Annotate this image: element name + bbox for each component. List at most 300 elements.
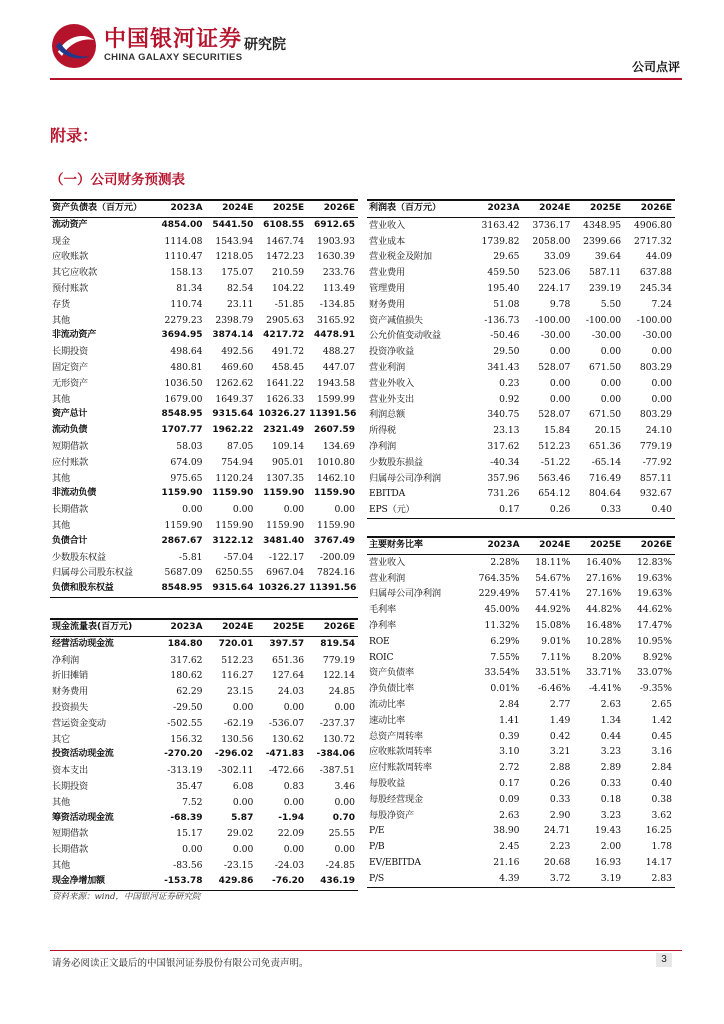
table-header-row [50,200,358,217]
value-cell: 44.82% [586,604,622,616]
value-cell: 33.51% [535,667,571,679]
value-cell: 1626.33 [266,393,305,405]
value-cell: 0.42 [549,730,571,742]
value-cell: 2.88 [549,762,571,774]
value-cell: 6.08 [232,780,254,792]
value-cell: 905.01 [272,456,305,468]
value-cell: 5.50 [600,298,622,310]
value-cell: 4.39 [472,871,523,887]
page-number: 3 [656,953,672,967]
value-cell: 1114.08 [164,235,203,247]
table-row [367,823,675,839]
row-label: 其他 [52,472,70,484]
value-cell: 2.45 [499,841,520,853]
value-cell: 19.63% [636,572,672,584]
value-cell: 10326.27 [256,581,307,597]
row-label: 利润总额 [369,409,405,421]
value-cell: 245.34 [639,282,672,294]
value-cell: 447.07 [322,361,355,373]
value-cell: 1599.99 [317,393,355,405]
value-cell: 158.13 [170,267,203,279]
value-cell: 0.00 [549,393,571,405]
value-cell: 44.62% [636,604,672,616]
value-cell: 4906.80 [634,219,672,231]
value-cell: -4.41% [588,683,622,695]
row-label: 营业成本 [369,235,405,247]
value-cell: 18.11% [535,556,571,568]
value-cell: 2398.79 [215,314,254,326]
value-cell: 0.45 [651,730,672,742]
value-cell: 7.11% [541,651,571,663]
page-header [0,0,724,80]
value-cell: 15.08% [535,619,571,631]
value-cell: -100.00 [636,314,672,326]
value-cell: 6108.55 [263,219,305,230]
value-cell: 341.43 [487,361,520,373]
table-row [50,439,358,455]
table-row [367,471,675,487]
value-cell: 16.40% [586,556,622,568]
row-label: 资产减值损失 [369,314,423,326]
table-row [50,217,358,233]
value-cell: -502.55 [167,717,203,729]
value-cell: 4478.91 [314,330,355,341]
value-cell: 3.19 [573,871,624,887]
table-row [50,700,358,716]
value-cell: 2.63 [600,698,622,710]
value-cell: 44.92% [535,604,571,616]
table-row [50,265,358,281]
value-cell: 0.17 [499,777,520,789]
value-cell: 0.00 [334,844,355,856]
row-label: 营业外收入 [369,377,414,389]
value-cell: 1943.58 [317,377,355,389]
table-row [367,554,675,570]
table-row [50,471,358,487]
value-cell: 6912.65 [314,219,355,230]
row-label: P/B [369,841,385,853]
row-label: 财务费用 [52,686,88,698]
value-cell: 587.11 [589,267,622,279]
column-header: 2024E [523,200,574,217]
row-label: 净利润 [369,440,396,452]
value-cell: 1159.90 [215,519,254,531]
value-cell: 1036.50 [164,377,203,389]
table-title-cell: 利润表（百万元） [367,200,472,217]
value-cell: 24.85 [328,686,355,698]
value-cell: -57.04 [223,551,254,563]
row-label: 财务费用 [369,298,405,310]
value-cell: 357.96 [487,472,520,484]
value-cell: 3736.17 [532,219,571,231]
value-cell: 239.19 [589,282,622,294]
value-cell: 0.26 [523,502,574,518]
row-label: 资产负债率 [369,667,414,679]
value-cell: 16.25 [645,825,672,837]
value-cell: 33.71% [586,667,622,679]
table-row [367,729,675,745]
value-cell: 803.29 [639,409,672,421]
value-cell: 0.70 [332,812,355,823]
column-header: 2024E [206,200,257,217]
table-row [50,407,358,423]
value-cell: 7.55% [490,651,520,663]
value-cell: 480.81 [170,361,203,373]
value-cell: 1649.37 [215,393,254,405]
table-row [50,795,358,811]
table-row [50,653,358,669]
value-cell: -77.92 [642,456,672,468]
value-cell: 3.46 [334,780,355,792]
table-row [50,858,358,874]
value-cell: 233.76 [322,267,355,279]
row-label: 少数股东权益 [52,551,106,563]
table-row [50,518,358,534]
value-cell: -76.20 [256,874,307,890]
value-cell: 3.16 [651,746,672,758]
row-label: 存货 [52,298,70,310]
row-label: 短期借款 [52,440,88,452]
value-cell: 27.16% [586,572,622,584]
value-cell: 4854.00 [161,219,203,230]
value-cell: 9.78 [549,298,571,310]
value-cell: -136.73 [484,314,520,326]
value-cell: 6250.55 [215,567,254,579]
row-label: 其他 [52,393,70,405]
value-cell: 932.67 [639,488,672,500]
table-row [367,760,675,776]
value-cell: 1159.90 [317,519,355,531]
row-label: 负债合计 [52,535,88,546]
brand-name-cn: 中国银河证券 [104,27,243,52]
value-cell: -153.78 [155,874,206,890]
value-cell: 2.63 [499,809,520,821]
value-cell: 16.93 [594,856,622,868]
value-cell: 3874.14 [212,330,254,341]
table-row [50,249,358,265]
value-cell: 109.14 [272,440,305,452]
row-label: 营业收入 [369,219,405,231]
table-row [50,392,358,408]
value-cell: 2.89 [600,762,622,774]
value-cell: 39.64 [594,251,622,263]
value-cell: 7.24 [651,298,672,310]
value-cell: -51.85 [274,298,305,310]
value-cell: 9315.64 [212,409,254,420]
value-cell: 0.00 [600,377,622,389]
table-row [367,407,675,423]
value-cell: 1630.39 [317,251,355,263]
value-cell: -472.66 [268,765,305,777]
value-cell: 3163.42 [481,219,520,231]
table-row [367,249,675,265]
value-cell: 0.00 [283,844,305,856]
value-cell: 458.45 [272,361,305,373]
value-cell: 674.09 [170,456,203,468]
row-label: 总资产周转率 [369,730,423,742]
value-cell: 81.34 [176,282,203,294]
value-cell: 0.00 [651,377,672,389]
row-label: 公允价值变动收益 [369,330,441,342]
value-cell: 498.64 [170,346,203,358]
value-cell: 104.22 [272,282,305,294]
value-cell: 16.48% [586,619,622,631]
value-cell: 975.65 [170,472,203,484]
value-cell: 2867.67 [161,535,203,546]
table-row [50,581,358,597]
row-label: 负债和股东权益 [50,581,155,597]
value-cell: 528.07 [538,361,571,373]
value-cell: -30.00 [642,330,672,342]
value-cell: -302.11 [218,765,254,777]
value-cell: 637.88 [639,267,672,279]
row-label: 投资活动现金流 [52,749,114,760]
table-row [367,697,675,713]
value-cell: 651.36 [589,440,622,452]
value-cell: 58.03 [176,440,203,452]
value-cell: 317.62 [170,654,203,666]
value-cell: -536.07 [268,717,305,729]
value-cell: 33.54% [484,667,520,679]
table-header-row [50,619,358,636]
column-header: 2023A [155,200,206,217]
row-label: 长期投资 [52,346,88,358]
value-cell: 2.84 [499,698,520,710]
table-row [367,439,675,455]
table-row [367,681,675,697]
value-cell: -62.19 [223,717,254,729]
row-label: 应收账款 [52,251,88,263]
value-cell: 1962.22 [212,425,254,436]
value-cell: 11391.56 [307,581,358,597]
table-row [50,534,358,550]
value-cell: 2717.32 [634,235,672,247]
value-cell: -5.81 [178,551,203,563]
row-label: 应付账款 [52,456,88,468]
value-cell: -83.56 [173,859,203,871]
value-cell: 54.67% [535,572,571,584]
row-label: 流动负债 [52,425,88,436]
row-label: 非流动负债 [52,488,97,499]
table-row [367,855,675,871]
value-cell: 488.27 [322,346,355,358]
table-row [367,839,675,855]
value-cell: -24.03 [274,859,305,871]
table-row [367,871,675,887]
value-cell: 29.50 [493,346,520,358]
value-cell: 1159.90 [164,519,203,531]
table-row [50,376,358,392]
value-cell: -270.20 [164,749,203,760]
row-label: 现金 [52,235,70,247]
row-label: 营业利润 [369,572,405,584]
value-cell: 803.29 [639,361,672,373]
value-cell: 1159.90 [161,488,203,499]
value-cell: 1120.24 [215,472,254,484]
column-header: 2026E [307,619,358,636]
value-cell: 857.11 [639,472,672,484]
row-label: 每股净资产 [369,809,414,821]
row-label: 营业费用 [369,267,405,279]
value-cell: 1010.80 [317,456,355,468]
row-label: 净利率 [369,619,396,631]
value-cell: 671.50 [589,361,622,373]
row-label: 每股收益 [369,777,405,789]
value-cell: -237.37 [319,717,355,729]
value-cell: 3165.92 [317,314,355,326]
value-cell: -40.34 [490,456,520,468]
value-cell: 0.23 [499,377,520,389]
brand-subtitle: 研究院 [244,37,286,53]
value-cell: 0.38 [651,793,672,805]
row-label: 营运资金变动 [52,717,106,729]
value-cell: 23.15 [227,686,254,698]
value-cell: 5687.09 [164,567,203,579]
row-label: 归属母公司净利润 [369,472,441,484]
value-cell: -29.50 [173,701,203,713]
table-row [367,265,675,281]
table-row [367,808,675,824]
value-cell: 2.00 [600,841,622,853]
value-cell: 651.36 [272,654,305,666]
value-cell: 1262.62 [215,377,254,389]
column-header: 2023A [472,537,523,554]
table-row [367,313,675,329]
value-cell: 29.02 [227,828,254,840]
value-cell: 175.07 [221,267,254,279]
row-label: P/E [369,825,385,837]
value-cell: 44.09 [645,251,672,263]
header-divider [50,78,682,80]
table-row [367,650,675,666]
value-cell: 0.26 [549,777,571,789]
value-cell: 127.64 [272,670,305,682]
value-cell: 0.40 [624,502,675,518]
table-row [50,455,358,471]
table-row [50,281,358,297]
table-title-cell: 主要财务比率 [367,537,472,554]
value-cell: 0.00 [232,844,254,856]
value-cell: 19.63% [636,588,672,600]
value-cell: 0.00 [334,701,355,713]
table-row [367,571,675,587]
value-cell: 87.05 [227,440,254,452]
row-label: 非流动资产 [52,330,97,341]
value-cell: -6.46% [538,683,571,695]
row-label: 投资损失 [52,701,88,713]
value-cell: 11391.56 [309,409,357,420]
value-cell: 8.20% [591,651,622,663]
value-cell: 3.62 [651,809,672,821]
row-label: 应付账款周转率 [369,762,432,774]
value-cell: 1.42 [651,714,672,726]
value-cell: -100.00 [535,314,571,326]
row-label: 固定资产 [52,361,88,373]
table-row [367,634,675,650]
value-cell: 0.00 [182,844,203,856]
value-cell: -384.06 [316,749,355,760]
value-cell: 2399.66 [583,235,622,247]
row-label: 现金净增加额 [50,874,155,890]
table-row [367,234,675,250]
value-cell: 0.00 [334,796,355,808]
value-cell: 1159.90 [212,488,254,499]
value-cell: 9315.64 [206,581,257,597]
value-cell: 1543.94 [215,235,254,247]
value-cell: 110.74 [170,298,203,310]
value-cell: 184.80 [167,638,203,649]
value-cell: 2607.59 [314,425,355,436]
value-cell: 1739.82 [481,235,520,247]
row-label: 短期借款 [52,828,88,840]
value-cell: 731.26 [487,488,520,500]
disclaimer-text: 请务必阅读正文最后的中国银河证券股份有限公司免责声明。 [52,958,309,969]
brand-name-en: CHINA GALAXY SECURITIES [104,52,243,63]
value-cell: 33.07% [636,667,672,679]
value-cell: 7.52 [182,796,203,808]
value-cell: 340.75 [487,409,520,421]
value-cell: 0.00 [232,504,254,516]
row-label: 应收账款周转率 [369,746,432,758]
value-cell: -313.19 [167,765,203,777]
value-cell: 317.62 [487,440,520,452]
value-cell: 3694.95 [161,330,203,341]
table-row [367,281,675,297]
value-cell: 195.40 [487,282,520,294]
value-cell: 0.00 [600,346,622,358]
value-cell: 819.54 [320,638,355,649]
value-cell: 0.01% [490,683,520,695]
value-cell: 0.17 [472,502,523,518]
value-cell: 2279.23 [164,314,203,326]
row-label: 归属母公司股东权益 [52,567,133,579]
value-cell: -122.17 [268,551,305,563]
row-label: 其他 [52,519,70,531]
value-cell: -51.22 [540,456,571,468]
value-cell: 0.00 [549,346,571,358]
value-cell: 10326.27 [258,409,306,420]
value-cell: 397.57 [269,638,305,649]
value-cell: 27.16% [586,588,622,600]
value-cell: 224.17 [538,282,571,294]
value-cell: -1.94 [278,812,305,823]
value-cell: -23.15 [223,859,254,871]
value-cell: 3.72 [523,871,574,887]
value-cell: -24.85 [325,859,355,871]
table-row [50,360,358,376]
table-row [50,668,358,684]
table-row [367,297,675,313]
value-cell: 38.90 [493,825,520,837]
value-cell: 0.33 [549,793,571,805]
value-cell: 1218.05 [215,251,254,263]
value-cell: 29.65 [493,251,520,263]
value-cell: 35.47 [176,780,203,792]
value-cell: 2.90 [549,809,571,821]
table-title-cell: 资产负债表（百万元） [50,200,155,217]
row-label: 长期借款 [52,844,88,856]
value-cell: 116.27 [221,670,254,682]
column-header: 2025E [256,619,307,636]
row-label: 营业利润 [369,361,405,373]
table-row [367,392,675,408]
row-label: 净负债比率 [369,683,414,695]
value-cell: 2058.00 [532,235,571,247]
row-label: 归属母公司净利润 [369,588,441,600]
value-cell: 15.84 [544,425,571,437]
value-cell: 1110.47 [164,251,203,263]
column-header: 2023A [472,200,523,217]
